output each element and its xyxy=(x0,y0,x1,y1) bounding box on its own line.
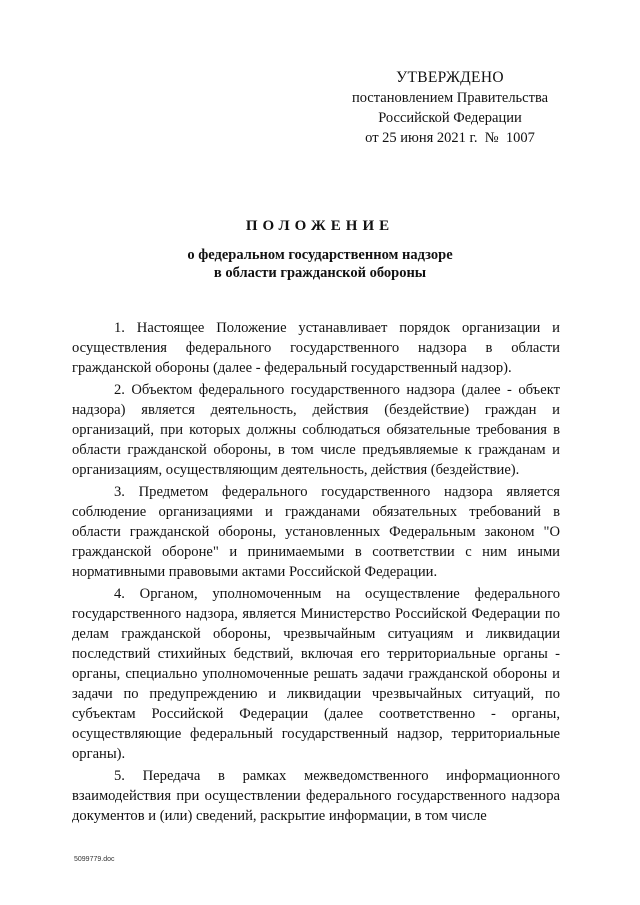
approval-block xyxy=(340,68,560,148)
subtitle-line-2: в области гражданской обороны xyxy=(213,265,427,281)
approval-line-2: Российской Федерации xyxy=(378,110,522,126)
paragraph-1: 1. Настоящее Положение устанавливает порядок организации и осуществления федерального государственного надзора в области гражданской обороны (далее - федеральный государственный надзор). xyxy=(72,320,560,376)
footer-file-id: 5099779.doc xyxy=(74,856,115,863)
approval-date-number: от 25 июня 2021 г. № 1007 xyxy=(365,130,535,146)
paragraph-5: 5. Передача в рамках межведомственного информационного взаимодействия при осуществлении федерального государственного надзора документов и (или) сведений, раскрытие информации, в том числе xyxy=(72,768,560,824)
approval-heading: УТВЕРЖДЕНО xyxy=(396,69,504,86)
document-subtitle xyxy=(0,246,640,282)
document-body xyxy=(72,318,560,828)
paragraph-4: 4. Органом, уполномоченным на осуществление федерального государственного надзора, является Министерство Российской Федерации по делам гражданской обороны, чрезвычайным ситуациям и ликвидации последствий стихийных бедствий, включая его территориальные органы - органы, специально уполномоченные решать задачи гражданской обороны и задачи по предупреждению и ликвидации чрезвычайных ситуаций, по субъектам Российской Федерации (далее соответственно - органы, осуществляющие федеральный государственный надзор, территориальные органы). xyxy=(72,586,560,762)
paragraph-3: 3. Предметом федерального государственного надзора является соблюдение организациями и гражданами обязательных требований в области гражданской обороны, установленных Федеральным законом "О гражданской обороне" и принимаемыми в соответствии с ним иными нормативными правовыми актами Российской Федерации. xyxy=(72,484,560,580)
document-title: ПОЛОЖЕНИЕ xyxy=(245,218,395,234)
approval-line-1: постановлением Правительства xyxy=(351,90,549,106)
paragraph-2: 2. Объектом федерального государственного надзора (далее - объект надзора) является деятельность, действия (бездействие) граждан и организаций, при которых должны соблюдаться обязательные требования в области гражданской обороны, в том числе предъявляемые к гражданам и организациям, осуществляющим деятельность, действия (бездействие). xyxy=(72,382,560,478)
subtitle-line-1: о федеральном государственном надзоре xyxy=(187,247,453,263)
